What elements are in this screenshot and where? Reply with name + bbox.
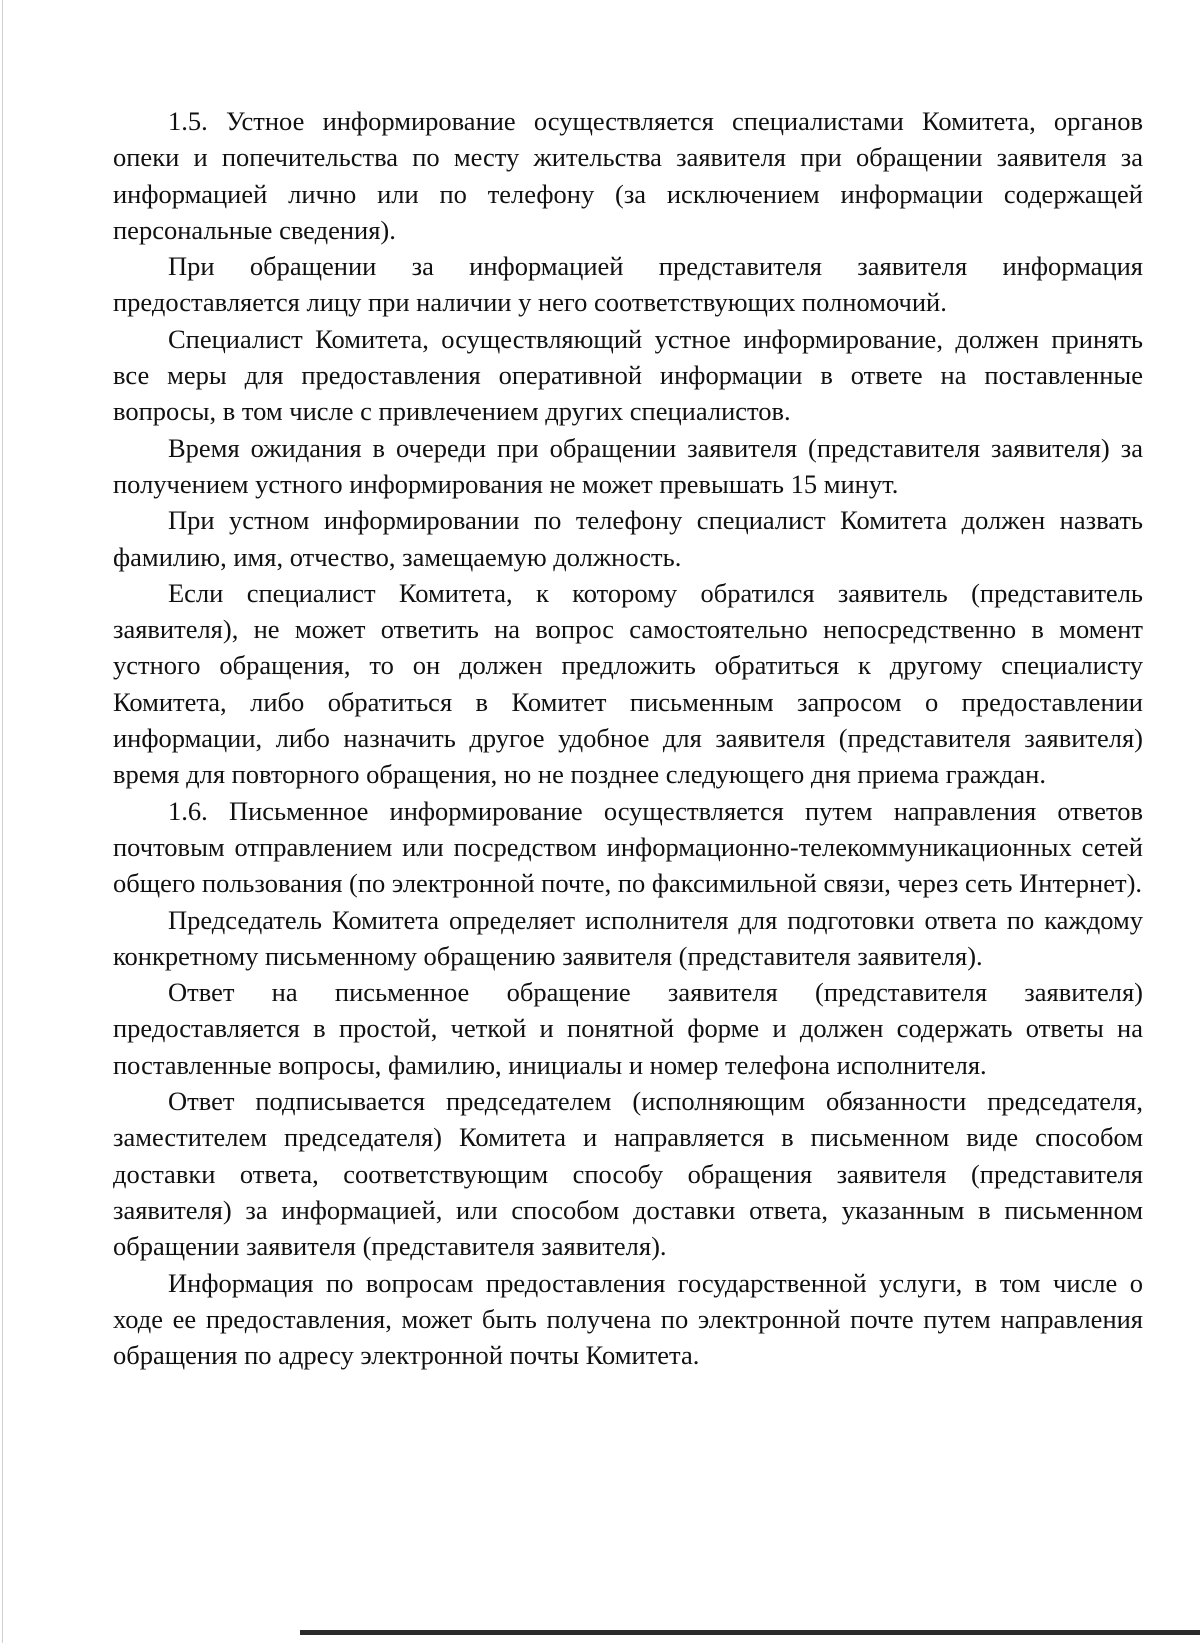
paragraph-chairman-assigns: Председатель Комитета определяет исполнителя для подготовки ответа по каждому конкретному письменному обращению заявителя (представителя заявителя).	[113, 904, 1143, 971]
paragraph-phone-information: При устном информировании по телефону специалист Комитета должен назвать фамилию, имя, отчество, замещаемую должность.	[113, 505, 1143, 572]
paragraph-1-6-written-information: 1.6. Письменное информирование осуществляется путем направления ответов почтовым отправлением или посредством информационно-телекоммуникационных сетей общего пользования (по электронной почте, по факсимильной связи, через сеть Интернет).	[113, 795, 1143, 899]
document-body	[113, 103, 1143, 1373]
paragraph-answer-signed: Ответ подписывается председателем (исполняющим обязанности председателя, заместителем председателя) Комитета и направляется в письменном виде способом доставки ответа, соответствующим способу обращения заявителя (представителя заявителя) за информацией, или способом доставки ответа, указанным в письменном обращении заявителя (представителя заявителя).	[113, 1086, 1143, 1262]
paragraph-unable-to-answer: Если специалист Комитета, к которому обратился заявитель (представитель заявителя), не может ответить на вопрос самостоятельно непосредственно в момент устного обращения, то он должен предложить обратиться к другому специалисту Комитета, либо обратиться в Комитет письменным запросом о предоставлении информации, либо назначить другое удобное для заявителя (представителя заявителя) время для повторного обращения, но не позднее следующего дня приема граждан.	[113, 577, 1143, 790]
paragraph-email-information: Информация по вопросам предоставления государственной услуги, в том числе о ходе ее предоставления, может быть получена по электронной почте путем направления обращения по адресу электронной почты Комитета.	[113, 1267, 1143, 1371]
scan-left-edge	[2, 0, 3, 1643]
paragraph-1-5-oral-information: 1.5. Устное информирование осуществляется специалистами Комитета, органов опеки и попечительства по месту жительства заявителя при обращении заявителя за информацией лично или по телефону (за исключением информации содержащей персональные сведения).	[113, 106, 1143, 245]
paragraph-representative-request: При обращении за информацией представителя заявителя информация предоставляется лицу при наличии у него соответствующих полномочий.	[113, 251, 1143, 318]
paragraph-waiting-time: Время ожидания в очереди при обращении заявителя (представителя заявителя) за получением устного информирования не может превышать 15 минут.	[113, 432, 1143, 499]
paragraph-specialist-measures: Специалист Комитета, осуществляющий устное информирование, должен принять все меры для предоставления оперативной информации в ответе на поставленные вопросы, в том числе с привлечением других специалистов.	[113, 323, 1143, 427]
scan-bottom-edge	[300, 1630, 1200, 1635]
paragraph-written-answer-form: Ответ на письменное обращение заявителя (представителя заявителя) предоставляется в простой, четкой и понятной форме и должен содержать ответы на поставленные вопросы, фамилию, инициалы и номер телефона исполнителя.	[113, 977, 1143, 1080]
